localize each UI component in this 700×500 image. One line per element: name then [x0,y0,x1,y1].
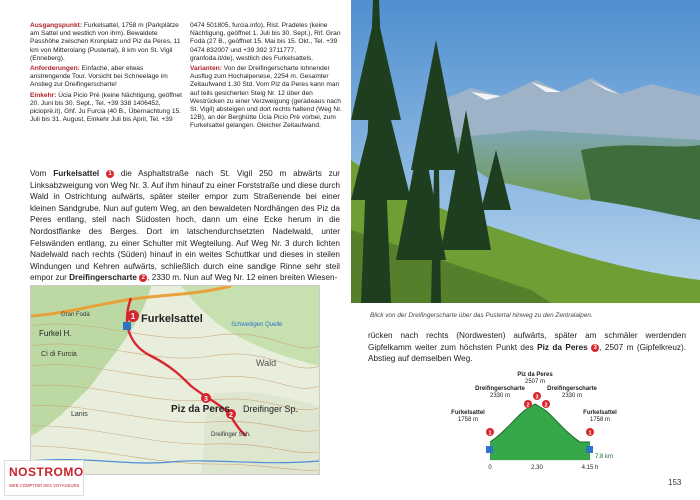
logo-title: NOSTROMO [9,465,84,479]
map-label-ci-di-furcia: Cì di Furcia [41,351,77,358]
elevation-profile [450,370,620,475]
route-description-continued: rücken nach rechts (Nordwesten) aufwärts, später am schmäler werdenden Gipfelkamm weiter zum höchsten Punkt des Piz da Peres 3 , 2507 m (Gipfelkreuz). Abstieg auf demselben Weg. [368,331,687,364]
profile-right-scharte: Dreifingerscharte [547,386,597,392]
waypoint-1-badge: 1 [106,170,114,178]
map-label-quelle: Schweitigen Quelle [231,322,283,328]
profile-right-sattel: Furkelsattel [583,410,617,416]
info-varianten: Varianten: Von der Dreifingerscharte lohnender Ausflug zum Hochalpenese, 2254 m. Gesamter Zeitaufwand 1.30 Std. Vom Piz da Peres kann man auf teils gesicherten Steig Nr. 12 über den Westrücken zu einer Verzweigung (geradeaus nach St. Vigil) absteigen und dort rechts haltend (Weg Nr. 12B), an der Berghütte Úcia Picio Prè vorbei, zum Furkelsattel gelangen. Gleicher Zeitaufwand. [190,65,342,130]
profile-area [490,404,590,460]
svg-text:1: 1 [588,430,592,437]
profile-graphic [450,370,620,475]
info-box [30,22,342,131]
map-label-dreifinger-sp: Dreifinger Sp. [243,404,299,414]
parking-icon [123,322,131,330]
watermark-logo [4,460,84,496]
map-label-furkelsattel: Furkelsattel [141,313,203,325]
profile-distance: 7.8 km [595,454,614,460]
map-label-lanis: Lanis [71,411,88,418]
profile-x-end: 4.15 h [581,465,599,471]
photo-caption: Blick von der Dreifingerscharte über das Pustertal hinweg zu den Zentralalpen. [370,312,593,319]
map-label-wald: Wald [256,358,277,368]
profile-right-sattel-alt: 1758 m [589,417,611,423]
photo-illustration [351,0,700,303]
profile-x-start: 0 [488,465,492,471]
route-description: Vom Furkelsattel 1 die Asphaltstraße nach St. Vigil 250 m abwärts zur Linksabzweigung von Weg Nr. 3. Auf ihm hinauf zu einer Forststraße und diese durch Wald in Ostrichtung aufwärts, später steiler empor zum Straßenende bei einer kleinen Sandgrube. Nun auf gutem Weg, an den bewaldeten Nordhängen des Piz da Peres entlang, steil nach Südosten hoch, dann um eine Ecke herum in die Nordostflanke des Berges. Dort im latschendurchsetzten Nadelwald, unter Felswänden entlang, zu einer Schulter mit Wegteilung. Auf Weg Nr. 3 durch lichten Nadelwald nach rechts (Süden) hinauf in ein weites Schuttkar und dieses in steilen Windungen und Kehren aufwärts, schließlich durch eine sandige Rinne sehr steil empor zur Dreifingerscharte 2 , 2330 m. Nun auf Weg Nr. 12 einen breiten Wiesen- [30,169,341,283]
page-number: 153 [668,478,682,487]
profile-parking-icon [486,446,493,453]
profile-peak-name: Piz da Peres [517,372,553,378]
piz-da-peres-bold: Piz da Peres [537,342,588,352]
profile-left-sattel: Furkelsattel [451,410,485,416]
svg-text:1: 1 [130,312,136,321]
profile-x-mid: 2.30 [531,465,543,471]
svg-text:2: 2 [544,402,548,409]
profile-left-scharte-alt: 2330 m [489,393,511,399]
topo-map [31,286,319,474]
waypoint-2-badge: 2 [139,274,147,282]
svg-text:2: 2 [229,412,233,419]
map-label-dreifinger-sch: Dreifinger Sch. [211,432,251,438]
profile-right-scharte-alt: 2330 m [561,393,583,399]
svg-text:2: 2 [526,402,530,409]
info-anforderungen: Anforderungen: Einfache, aber etwas anstrengende Tour. Vorsicht bei Schneelage im Anstieg zur Dreifingerscharte! [30,65,168,89]
furkelsattel-bold: Furkelsattel [53,169,100,178]
profile-parking-icon [586,446,593,453]
profile-left-sattel-alt: 1758 m [457,417,479,423]
svg-text:3: 3 [204,396,208,403]
dreifinger-bold: Dreifingerscharte [69,273,137,283]
profile-peak-alt: 2507 m [524,379,546,385]
svg-text:1: 1 [488,430,492,437]
route-map [30,285,320,475]
landscape-photo [351,0,700,303]
profile-left-scharte: Dreifingerscharte [475,386,525,392]
map-label-gran-foda: Gran Fodà [61,312,90,318]
svg-text:3: 3 [535,394,539,401]
map-label-piz-da-peres: Piz da Peres [171,404,230,415]
info-einkehr: Einkehr: Úcia Picio Prè (keine Nächtigung, geöffnet 20. Juni bis 30. Sept., Tel. +39 338 1406452, picioprè.it), Ghf. Ju Furcia (40 B., Übernachtung 15. Juli bis 31. August, Einkehr Juli bis April, Tel. +39 0474 501805, furcia.info), Rist. Pradeles (keine Nächtigung, geöffnet 1. Juli bis 30. Sept.), Rif. Gran Fodà (27 B., geöffnet 15. Mai bis 15. Okt., Tel. +39 0474 832007 und +39 392 3711777, granfoda.it/de), westlich des Furkelsattels. [30,22,341,124]
logo-subtitle: WEB COMPTOIR DES VOYAGEURS [9,483,80,488]
info-ausgang: Ausgangspunkt: Furkelsattel, 1758 m (Parkplätze am Sattel und westlich von ihm). Bewaldete Passhöhe zwischen Kronplatz und Piz da Peres, 11 km von Mitterolang (Pustertal), 8 km von St. Vigil (Enneberg). [30,22,181,62]
map-label-furkel-h: Furkel H. [39,329,72,338]
waypoint-3-badge: 3 [591,344,599,352]
